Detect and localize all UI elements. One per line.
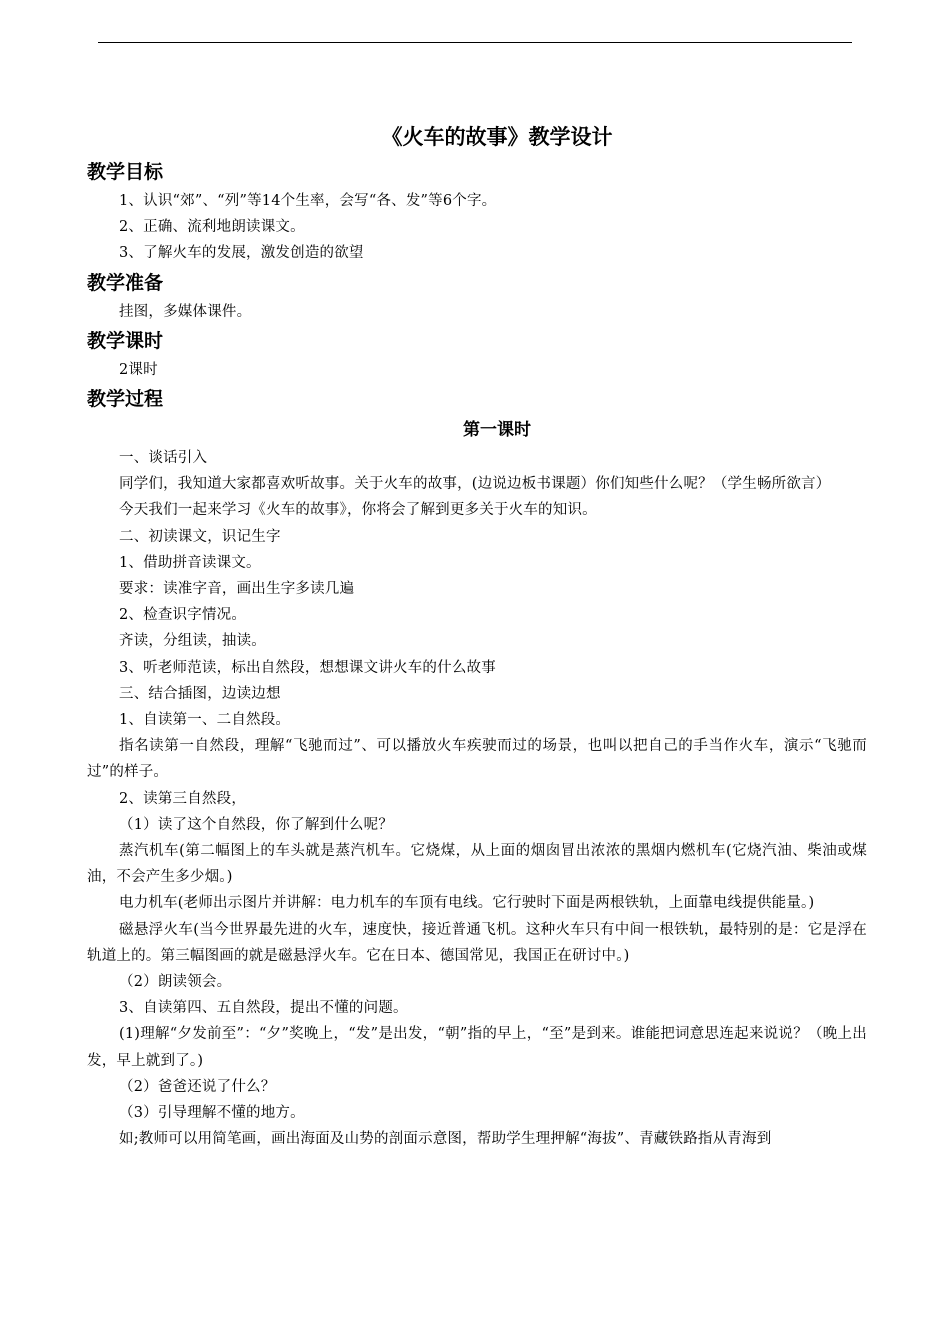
paragraph: 挂图，多媒体课件。: [119, 303, 252, 320]
paragraph: 同学们，我知道大家都喜欢听故事。关于火车的故事，(边说边板书课题）你们知些什么呢？（学生畅所欲言）: [119, 476, 831, 493]
section-heading-process: 教学过程: [87, 388, 164, 411]
paragraph: （2）爸爸还说了什么？: [119, 1078, 276, 1095]
section-periods: [87, 325, 867, 383]
paragraph: 1、借助拼音读课文。: [119, 554, 261, 571]
document-body: [87, 118, 867, 1153]
section-heading-periods: 教学课时: [87, 329, 164, 352]
section-objectives: [87, 156, 867, 267]
paragraph: 3、自读第四、五自然段，提出不懂的问题。: [119, 1000, 408, 1017]
section-preparation: [87, 267, 867, 325]
paragraph: 2、检查识字情况。: [119, 607, 247, 624]
section-process: [87, 383, 867, 1152]
paragraph: 三、结合插图，边读边想: [119, 685, 281, 702]
paragraph: 蒸汽机车(第二幅图上的车头就是蒸汽机车。它烧煤，从上面的烟囱冒出浓浓的黑烟内燃机车(它烧汽油、柴油或煤油，不会产生多少烟。): [87, 843, 867, 886]
paragraph: 1、认识“郊”、“列”等14个生率，会写“各、发”等6个字。: [119, 193, 497, 209]
paragraph: 齐读，分组读，抽读。: [119, 633, 266, 650]
paragraph: 2、读第三自然段，: [119, 790, 247, 807]
paragraph: 今天我们一起来学习《火车的故事》，你将会了解到更多关于火车的知识。: [119, 502, 597, 519]
paragraph: 磁悬浮火车(当今世界最先进的火车，速度快，接近普通飞机。这种火车只有中间一根铁轨，最特别的是：它是浮在轨道上的。第三幅图画的就是磁悬浮火车。它在日本、德国常见，我国正在研讨中。): [87, 921, 867, 964]
document-title: 《火车的故事》教学设计: [381, 125, 613, 149]
paragraph: (1)理解“夕发前至”：“夕”奖晚上，“发”是出发，“朝”指的早上，“至”是到来。谁能把词意思连起来说说？（晚上出发，早上就到了。): [87, 1026, 867, 1069]
paragraph: 指名读第一自然段，理解“飞驰而过”、可以播放火车疾驶而过的场景，也叫以把自己的手当作火车，演示“飞驰而过”的样子。: [87, 738, 867, 781]
section-heading-objectives: 教学目标: [87, 161, 164, 183]
paragraph: 2课时: [119, 361, 158, 378]
header-rule: [98, 42, 852, 43]
paragraph: 要求：读准字音，画出生字多读几遍: [119, 581, 355, 598]
paragraph: （2）朗读领会。: [119, 974, 232, 991]
paragraph: 如;教师可以用简笔画，画出海面及山势的剖面示意图，帮助学生理押解“海拔”、青藏铁路指从青海到: [119, 1131, 772, 1148]
paragraph: （1）读了这个自然段，你了解到什么呢？: [119, 816, 394, 833]
paragraph: 电力机车(老师出示图片并讲解：电力机车的车顶有电线。它行驶时下面是两根铁轨，上面靠电线提供能量。): [119, 895, 815, 912]
paragraph: 2、正确、流利地朗读课文。: [119, 219, 305, 236]
paragraph: 3、了解火车的发展，激发创造的欲望: [119, 245, 364, 262]
paragraph: （3）引导理解不懂的地方。: [119, 1105, 305, 1122]
subheading-first-lesson: 第一课时: [463, 420, 531, 441]
paragraph: 二、初读课文，识记生字: [119, 528, 281, 545]
paragraph: 1、自读第一、二自然段。: [119, 712, 291, 729]
paragraph: 3、听老师范读，标出自然段，想想课文讲火车的什么故事: [119, 659, 496, 676]
paragraph: 一、谈话引入: [119, 450, 208, 467]
section-heading-preparation: 教学准备: [87, 271, 164, 294]
